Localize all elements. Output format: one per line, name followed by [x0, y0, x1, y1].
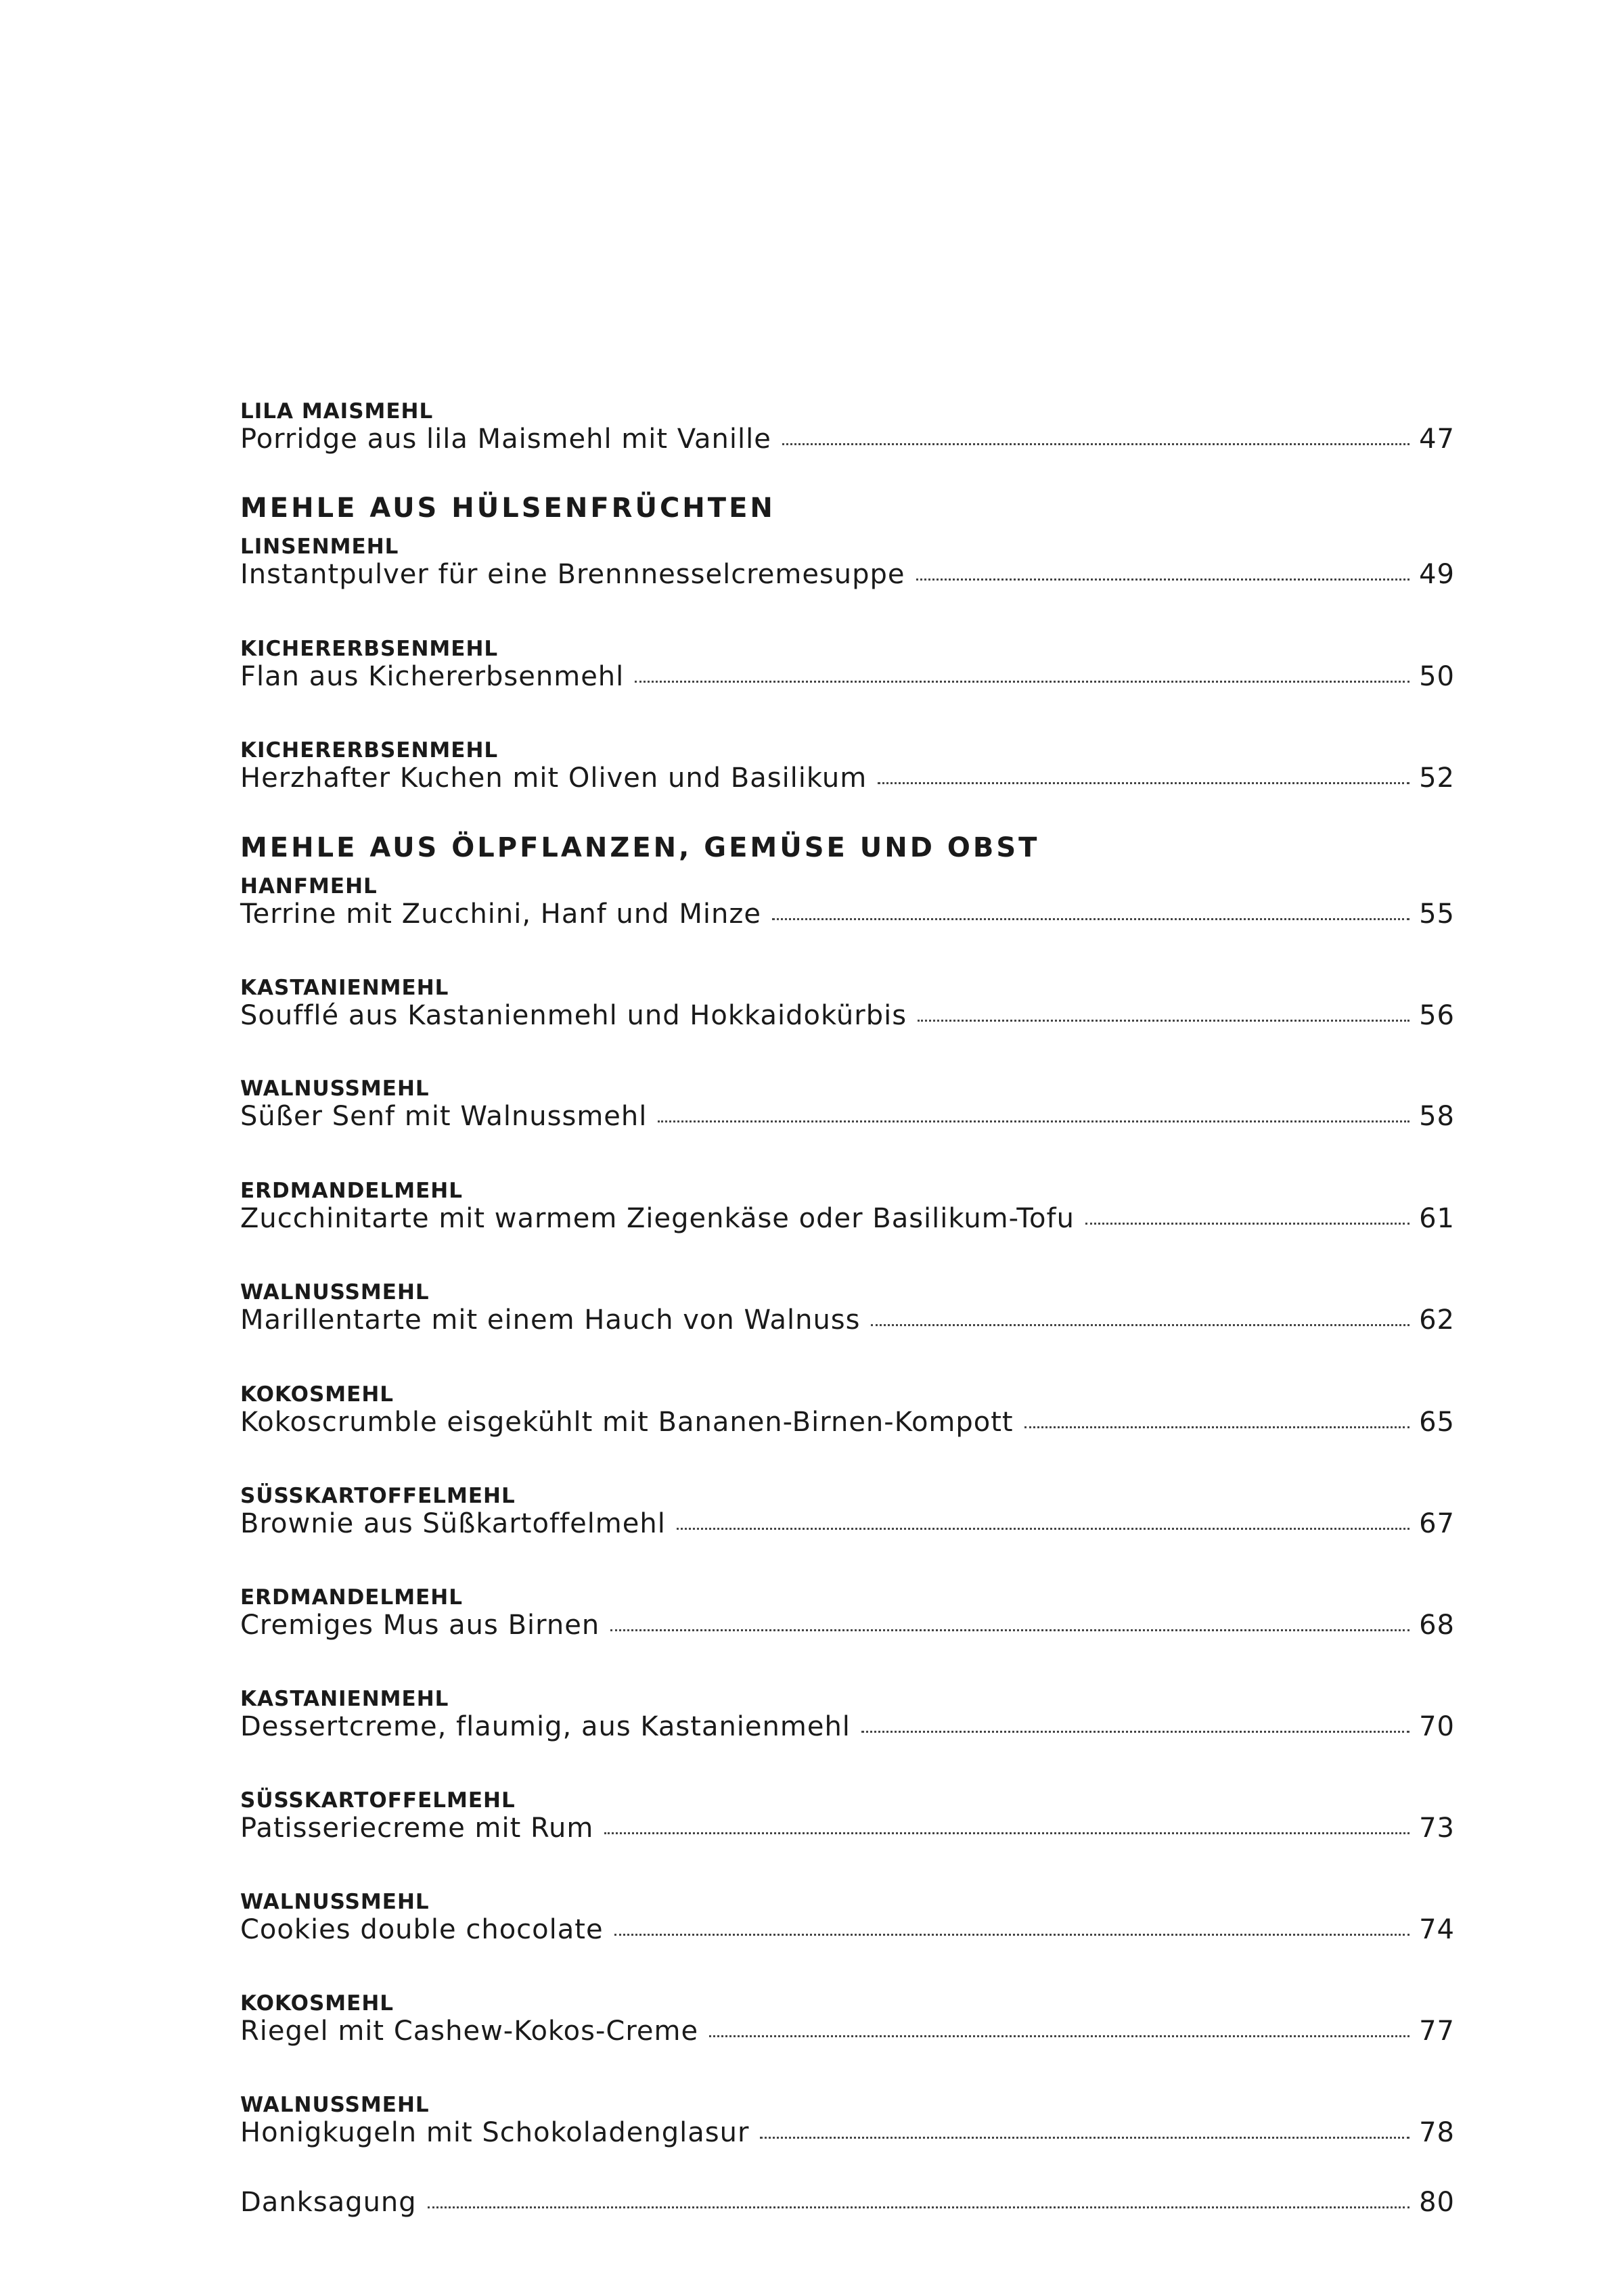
recipe-entry[interactable]: [240, 1304, 1455, 1336]
flour-category: WALNUSSMEHL: [240, 1076, 430, 1101]
dot-leader: [610, 1629, 1409, 1631]
recipe-title: Riegel mit Cashew-Kokos-Creme: [240, 2016, 699, 2047]
flour-category: KASTANIENMEHL: [240, 976, 449, 1000]
recipe-entry[interactable]: [240, 1203, 1455, 1234]
flour-category: LINSENMEHL: [240, 535, 399, 559]
flour-category: KICHERERBSENMEHL: [240, 637, 499, 661]
flour-category: KICHERERBSENMEHL: [240, 738, 499, 763]
toc-entry: [240, 976, 1455, 1031]
dot-leader: [614, 1934, 1410, 1936]
section-heading: MEHLE AUS ÖLPFLANZEN, GEMÜSE UND OBST: [240, 832, 1040, 863]
recipe-title: Terrine mit Zucchini, Hanf und Minze: [240, 899, 761, 930]
page-number: 58: [1419, 1101, 1455, 1132]
dot-leader: [635, 681, 1409, 683]
toc-entry-acknowledgements: [240, 2187, 1455, 2218]
recipe-title: Marillentarte mit einem Hauch von Walnuss: [240, 1304, 861, 1336]
toc-entry: [240, 874, 1455, 930]
recipe-entry[interactable]: [240, 559, 1455, 590]
toc-entry: [240, 1687, 1455, 1742]
recipe-entry[interactable]: [240, 1711, 1455, 1742]
flour-category: ERDMANDELMEHL: [240, 1179, 463, 1203]
flour-category: KOKOSMEHL: [240, 1991, 394, 2016]
page-number: 47: [1419, 424, 1455, 455]
acknowledgements-entry[interactable]: [240, 2187, 1455, 2218]
toc-entry: [240, 738, 1455, 794]
recipe-title: Süßer Senf mit Walnussmehl: [240, 1101, 648, 1132]
section-heading: MEHLE AUS HÜLSENFRÜCHTEN: [240, 493, 775, 524]
dot-leader: [1085, 1223, 1409, 1225]
toc-entry: [240, 1076, 1455, 1132]
dot-leader: [918, 1020, 1409, 1022]
recipe-title: Honigkugeln mit Schokoladenglasur: [240, 2117, 750, 2148]
recipe-title: Cookies double chocolate: [240, 1914, 604, 1945]
dot-leader: [677, 1528, 1409, 1530]
recipe-entry[interactable]: [240, 763, 1455, 794]
page-number: 80: [1419, 2187, 1455, 2218]
page-number: 62: [1419, 1304, 1455, 1336]
flour-category: HANFMEHL: [240, 874, 378, 899]
recipe-title: Zucchinitarte mit warmem Ziegenkäse oder Basilikum-Tofu: [240, 1203, 1075, 1234]
acknowledgements-title: Danksagung: [240, 2187, 417, 2218]
toc-entry: [240, 1585, 1455, 1641]
toc-entry: [240, 1788, 1455, 1844]
recipe-entry[interactable]: [240, 2117, 1455, 2148]
flour-category: KOKOSMEHL: [240, 1382, 394, 1407]
dot-leader: [772, 918, 1409, 920]
recipe-title: Brownie aus Süßkartoffelmehl: [240, 1508, 666, 1539]
recipe-title: Kokoscrumble eisgekühlt mit Bananen-Birnen-Kompott: [240, 1407, 1014, 1438]
flour-category: ERDMANDELMEHL: [240, 1585, 463, 1610]
recipe-title: Porridge aus lila Maismehl mit Vanille: [240, 424, 771, 455]
toc-entry: [240, 1382, 1455, 1438]
dot-leader: [916, 578, 1410, 581]
page-number: 68: [1419, 1610, 1455, 1641]
page-number: 49: [1419, 559, 1455, 590]
toc-entry: [240, 637, 1455, 692]
recipe-title: Instantpulver für eine Brennnesselcremesuppe: [240, 559, 905, 590]
dot-leader: [782, 443, 1409, 445]
recipe-entry[interactable]: [240, 1610, 1455, 1641]
dot-leader: [878, 782, 1409, 784]
page-number: 65: [1419, 1407, 1455, 1438]
flour-category: WALNUSSMEHL: [240, 1280, 430, 1304]
dot-leader: [604, 1832, 1409, 1834]
recipe-entry[interactable]: [240, 1813, 1455, 1844]
flour-category: SÜSSKARTOFFELMEHL: [240, 1484, 516, 1508]
dot-leader: [871, 1324, 1409, 1326]
page-number: 55: [1419, 899, 1455, 930]
recipe-entry[interactable]: [240, 899, 1455, 930]
recipe-title: Herzhafter Kuchen mit Oliven und Basilikum: [240, 763, 867, 794]
toc-entry: [240, 399, 1455, 455]
recipe-title: Soufflé aus Kastanienmehl und Hokkaidokürbis: [240, 1000, 907, 1031]
recipe-entry[interactable]: [240, 1000, 1455, 1031]
flour-category: SÜSSKARTOFFELMEHL: [240, 1788, 516, 1813]
page-number: 73: [1419, 1813, 1455, 1844]
toc-entry: [240, 2093, 1455, 2148]
dot-leader: [658, 1120, 1409, 1122]
recipe-entry[interactable]: [240, 424, 1455, 455]
toc-entry: [240, 1890, 1455, 1945]
page-number: 78: [1419, 2117, 1455, 2148]
page-number: 67: [1419, 1508, 1455, 1539]
page-number: 70: [1419, 1711, 1455, 1742]
flour-category: WALNUSSMEHL: [240, 2093, 430, 2117]
recipe-entry[interactable]: [240, 1407, 1455, 1438]
recipe-title: Dessertcreme, flaumig, aus Kastanienmehl: [240, 1711, 851, 1742]
page-number: 74: [1419, 1914, 1455, 1945]
toc-entry: [240, 1280, 1455, 1336]
recipe-title: Cremiges Mus aus Birnen: [240, 1610, 600, 1641]
dot-leader: [760, 2137, 1409, 2139]
page-number: 52: [1419, 763, 1455, 794]
page-number: 77: [1419, 2016, 1455, 2047]
dot-leader: [861, 1731, 1409, 1733]
dot-leader: [1024, 1426, 1409, 1428]
page-number: 56: [1419, 1000, 1455, 1031]
flour-category: LILA MAISMEHL: [240, 399, 434, 424]
page-number: 50: [1419, 661, 1455, 692]
recipe-entry[interactable]: [240, 1914, 1455, 1945]
recipe-entry[interactable]: [240, 661, 1455, 692]
toc-entry: [240, 1179, 1455, 1234]
toc-entry: [240, 535, 1455, 590]
recipe-entry[interactable]: [240, 1508, 1455, 1539]
page-number: 61: [1419, 1203, 1455, 1234]
recipe-title: Patisseriecreme mit Rum: [240, 1813, 594, 1844]
dot-leader: [709, 2035, 1409, 2037]
recipe-entry[interactable]: [240, 1101, 1455, 1132]
toc-entry: [240, 1991, 1455, 2047]
flour-category: WALNUSSMEHL: [240, 1890, 430, 1914]
recipe-entry[interactable]: [240, 2016, 1455, 2047]
recipe-title: Flan aus Kichererbsenmehl: [240, 661, 625, 692]
toc-entry: [240, 1484, 1455, 1539]
dot-leader: [428, 2206, 1409, 2208]
flour-category: KASTANIENMEHL: [240, 1687, 449, 1711]
